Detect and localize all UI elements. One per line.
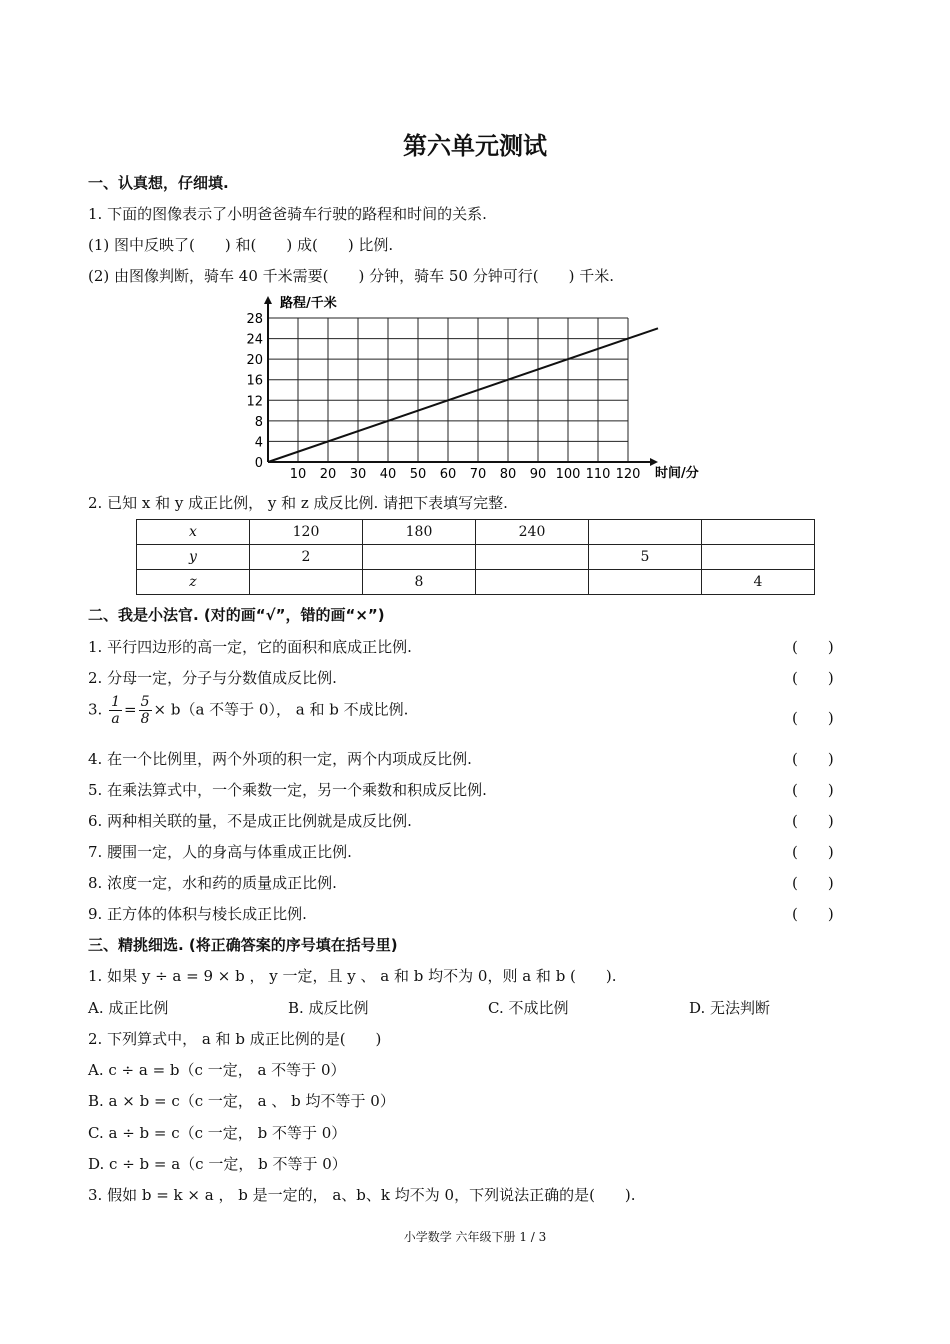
table-row bbox=[137, 545, 815, 570]
table-header: x bbox=[137, 520, 250, 545]
x-tick-label: 120 bbox=[615, 467, 641, 482]
table-row bbox=[137, 520, 815, 545]
x-tick-label: 10 bbox=[289, 467, 307, 482]
item3-eq: = bbox=[124, 700, 137, 719]
chart-axes bbox=[264, 296, 658, 466]
chart-y-label: 路程/千米 bbox=[280, 296, 337, 311]
answer-paren[interactable]: ( ) bbox=[792, 781, 834, 799]
answer-paren[interactable]: ( ) bbox=[792, 812, 834, 830]
choice-q1-option-c[interactable]: C. 不成比例 bbox=[488, 999, 569, 1017]
q1-stem: 1. 下面的图像表示了小明爸爸骑车行驶的路程和时间的关系. bbox=[88, 205, 487, 223]
frac2-numerator: 5 bbox=[140, 694, 150, 710]
y-tick-label: 12 bbox=[246, 394, 263, 410]
chart-tick-labels bbox=[246, 312, 640, 482]
choice-q1-option-d[interactable]: D. 无法判断 bbox=[689, 999, 771, 1017]
choice-q1: 1. 如果 y ÷ a = 9 × b ， y 一定，且 y 、 a 和 b 均不为 0，则 a 和 b ( ). bbox=[88, 967, 617, 985]
choice-q2-option-a[interactable]: A. c ÷ a = b（c 一定， a 不等于 0） bbox=[88, 1061, 346, 1079]
table-cell[interactable] bbox=[476, 545, 589, 570]
item3-suffix: × b（a 不等于 0）， a 和 b 不成比例. bbox=[153, 700, 409, 719]
section2-heading: 二、我是小法官. (对的画“√”，错的画“×”) bbox=[88, 606, 385, 624]
choice-q2-option-c[interactable]: C. a ÷ b = c（c 一定， b 不等于 0） bbox=[88, 1124, 347, 1142]
x-tick-label: 50 bbox=[409, 467, 427, 482]
x-tick-label: 60 bbox=[439, 467, 457, 482]
frac2-denominator: 8 bbox=[140, 711, 150, 727]
table-cell[interactable]: 4 bbox=[702, 570, 815, 595]
page-footer: 小学数学 六年级下册 1 / 3 bbox=[403, 1230, 547, 1244]
table-cell[interactable] bbox=[250, 570, 363, 595]
judge-item-7: 7. 腰围一定，人的身高与体重成正比例. bbox=[88, 843, 352, 861]
y-tick-label: 24 bbox=[246, 332, 263, 348]
frac1-denominator: a bbox=[111, 711, 120, 727]
y-tick-label: 20 bbox=[246, 353, 263, 369]
x-tick-label: 70 bbox=[469, 467, 487, 482]
item3-prefix: 3. bbox=[88, 700, 103, 719]
chart-series bbox=[268, 328, 658, 462]
x-tick-label: 40 bbox=[379, 467, 397, 482]
table-cell[interactable]: 240 bbox=[476, 520, 589, 545]
q1-sub1: (1) 图中反映了( ) 和( ) 成( ) 比例. bbox=[88, 236, 394, 254]
y-tick-label: 4 bbox=[254, 435, 263, 451]
answer-paren[interactable]: ( ) bbox=[792, 843, 834, 861]
table-row bbox=[137, 570, 815, 595]
frac1-numerator: 1 bbox=[111, 694, 121, 710]
table-cell[interactable] bbox=[476, 570, 589, 595]
choice-q3: 3. 假如 b = k × a ， b 是一定的， a、b、k 均不为 0，下列说法正确的是( ). bbox=[88, 1186, 636, 1204]
table-cell[interactable]: 5 bbox=[589, 545, 702, 570]
judge-item-1: 1. 平行四边形的高一定，它的面积和底成正比例. bbox=[88, 638, 412, 656]
table-cell[interactable]: 8 bbox=[363, 570, 476, 595]
table-cell[interactable] bbox=[589, 570, 702, 595]
table-cell[interactable] bbox=[363, 545, 476, 570]
table-cell[interactable] bbox=[702, 520, 815, 545]
chart-grid bbox=[268, 318, 628, 462]
answer-paren[interactable]: ( ) bbox=[792, 709, 834, 727]
x-tick-label: 110 bbox=[585, 467, 611, 482]
answer-paren[interactable]: ( ) bbox=[792, 669, 834, 687]
judge-item-5: 5. 在乘法算式中，一个乘数一定，另一个乘数和积成反比例. bbox=[88, 781, 487, 799]
x-tick-label: 100 bbox=[555, 467, 581, 482]
judge-item-8: 8. 浓度一定，水和药的质量成正比例. bbox=[88, 874, 337, 892]
y-axis-arrow bbox=[264, 296, 272, 304]
judge-item-6: 6. 两种相关联的量，不是成正比例就是成反比例. bbox=[88, 812, 412, 830]
section3-heading: 三、精挑细选. (将正确答案的序号填在括号里) bbox=[88, 936, 398, 954]
answer-paren[interactable]: ( ) bbox=[792, 638, 834, 656]
table-header: y bbox=[137, 545, 250, 570]
table-header: z bbox=[137, 570, 250, 595]
answer-paren[interactable]: ( ) bbox=[792, 750, 834, 768]
x-tick-label: 80 bbox=[499, 467, 517, 482]
fraction-5-over-8 bbox=[139, 694, 152, 727]
x-tick-label: 90 bbox=[529, 467, 547, 482]
fraction-1-over-a bbox=[109, 694, 122, 727]
judge-item-4: 4. 在一个比例里，两个外项的积一定，两个内项成反比例. bbox=[88, 750, 472, 768]
table-cell[interactable]: 180 bbox=[363, 520, 476, 545]
table-cell[interactable]: 120 bbox=[250, 520, 363, 545]
judge-item-3 bbox=[88, 694, 408, 727]
table-cell[interactable] bbox=[589, 520, 702, 545]
proportion-table bbox=[136, 519, 815, 595]
q1-sub2: (2) 由图像判断，骑车 40 千米需要( ) 分钟，骑车 50 分钟可行( ) 千米. bbox=[88, 267, 614, 285]
distance-time-chart bbox=[238, 292, 718, 492]
judge-item-2: 2. 分母一定，分子与分数值成反比例. bbox=[88, 669, 337, 687]
judge-item-9: 9. 正方体的体积与棱长成正比例. bbox=[88, 905, 307, 923]
y-tick-label: 0 bbox=[254, 456, 263, 471]
chart-x-label: 时间/分 bbox=[655, 466, 699, 481]
y-tick-label: 28 bbox=[246, 312, 263, 327]
x-axis-arrow bbox=[650, 458, 658, 466]
y-tick-label: 8 bbox=[254, 414, 263, 430]
section1-heading: 一、认真想，仔细填. bbox=[88, 174, 229, 192]
table-cell[interactable]: 2 bbox=[250, 545, 363, 570]
choice-q1-option-a[interactable]: A. 成正比例 bbox=[88, 999, 169, 1017]
choice-q2-option-d[interactable]: D. c ÷ b = a（c 一定， b 不等于 0） bbox=[88, 1155, 347, 1173]
x-tick-label: 20 bbox=[319, 467, 337, 482]
y-tick-label: 16 bbox=[246, 373, 263, 389]
table-cell[interactable] bbox=[702, 545, 815, 570]
answer-paren[interactable]: ( ) bbox=[792, 874, 834, 892]
choice-q2: 2. 下列算式中， a 和 b 成正比例的是( ) bbox=[88, 1030, 382, 1048]
x-tick-label: 30 bbox=[349, 467, 367, 482]
choice-q1-option-b[interactable]: B. 成反比例 bbox=[288, 999, 369, 1017]
series-line bbox=[268, 328, 658, 462]
choice-q2-option-b[interactable]: B. a × b = c（c 一定， a 、 b 均不等于 0） bbox=[88, 1092, 395, 1110]
page-title: 第六单元测试 bbox=[403, 132, 547, 160]
q2-stem: 2. 已知 x 和 y 成正比例， y 和 z 成反比例. 请把下表填写完整. bbox=[88, 494, 508, 512]
answer-paren[interactable]: ( ) bbox=[792, 905, 834, 923]
